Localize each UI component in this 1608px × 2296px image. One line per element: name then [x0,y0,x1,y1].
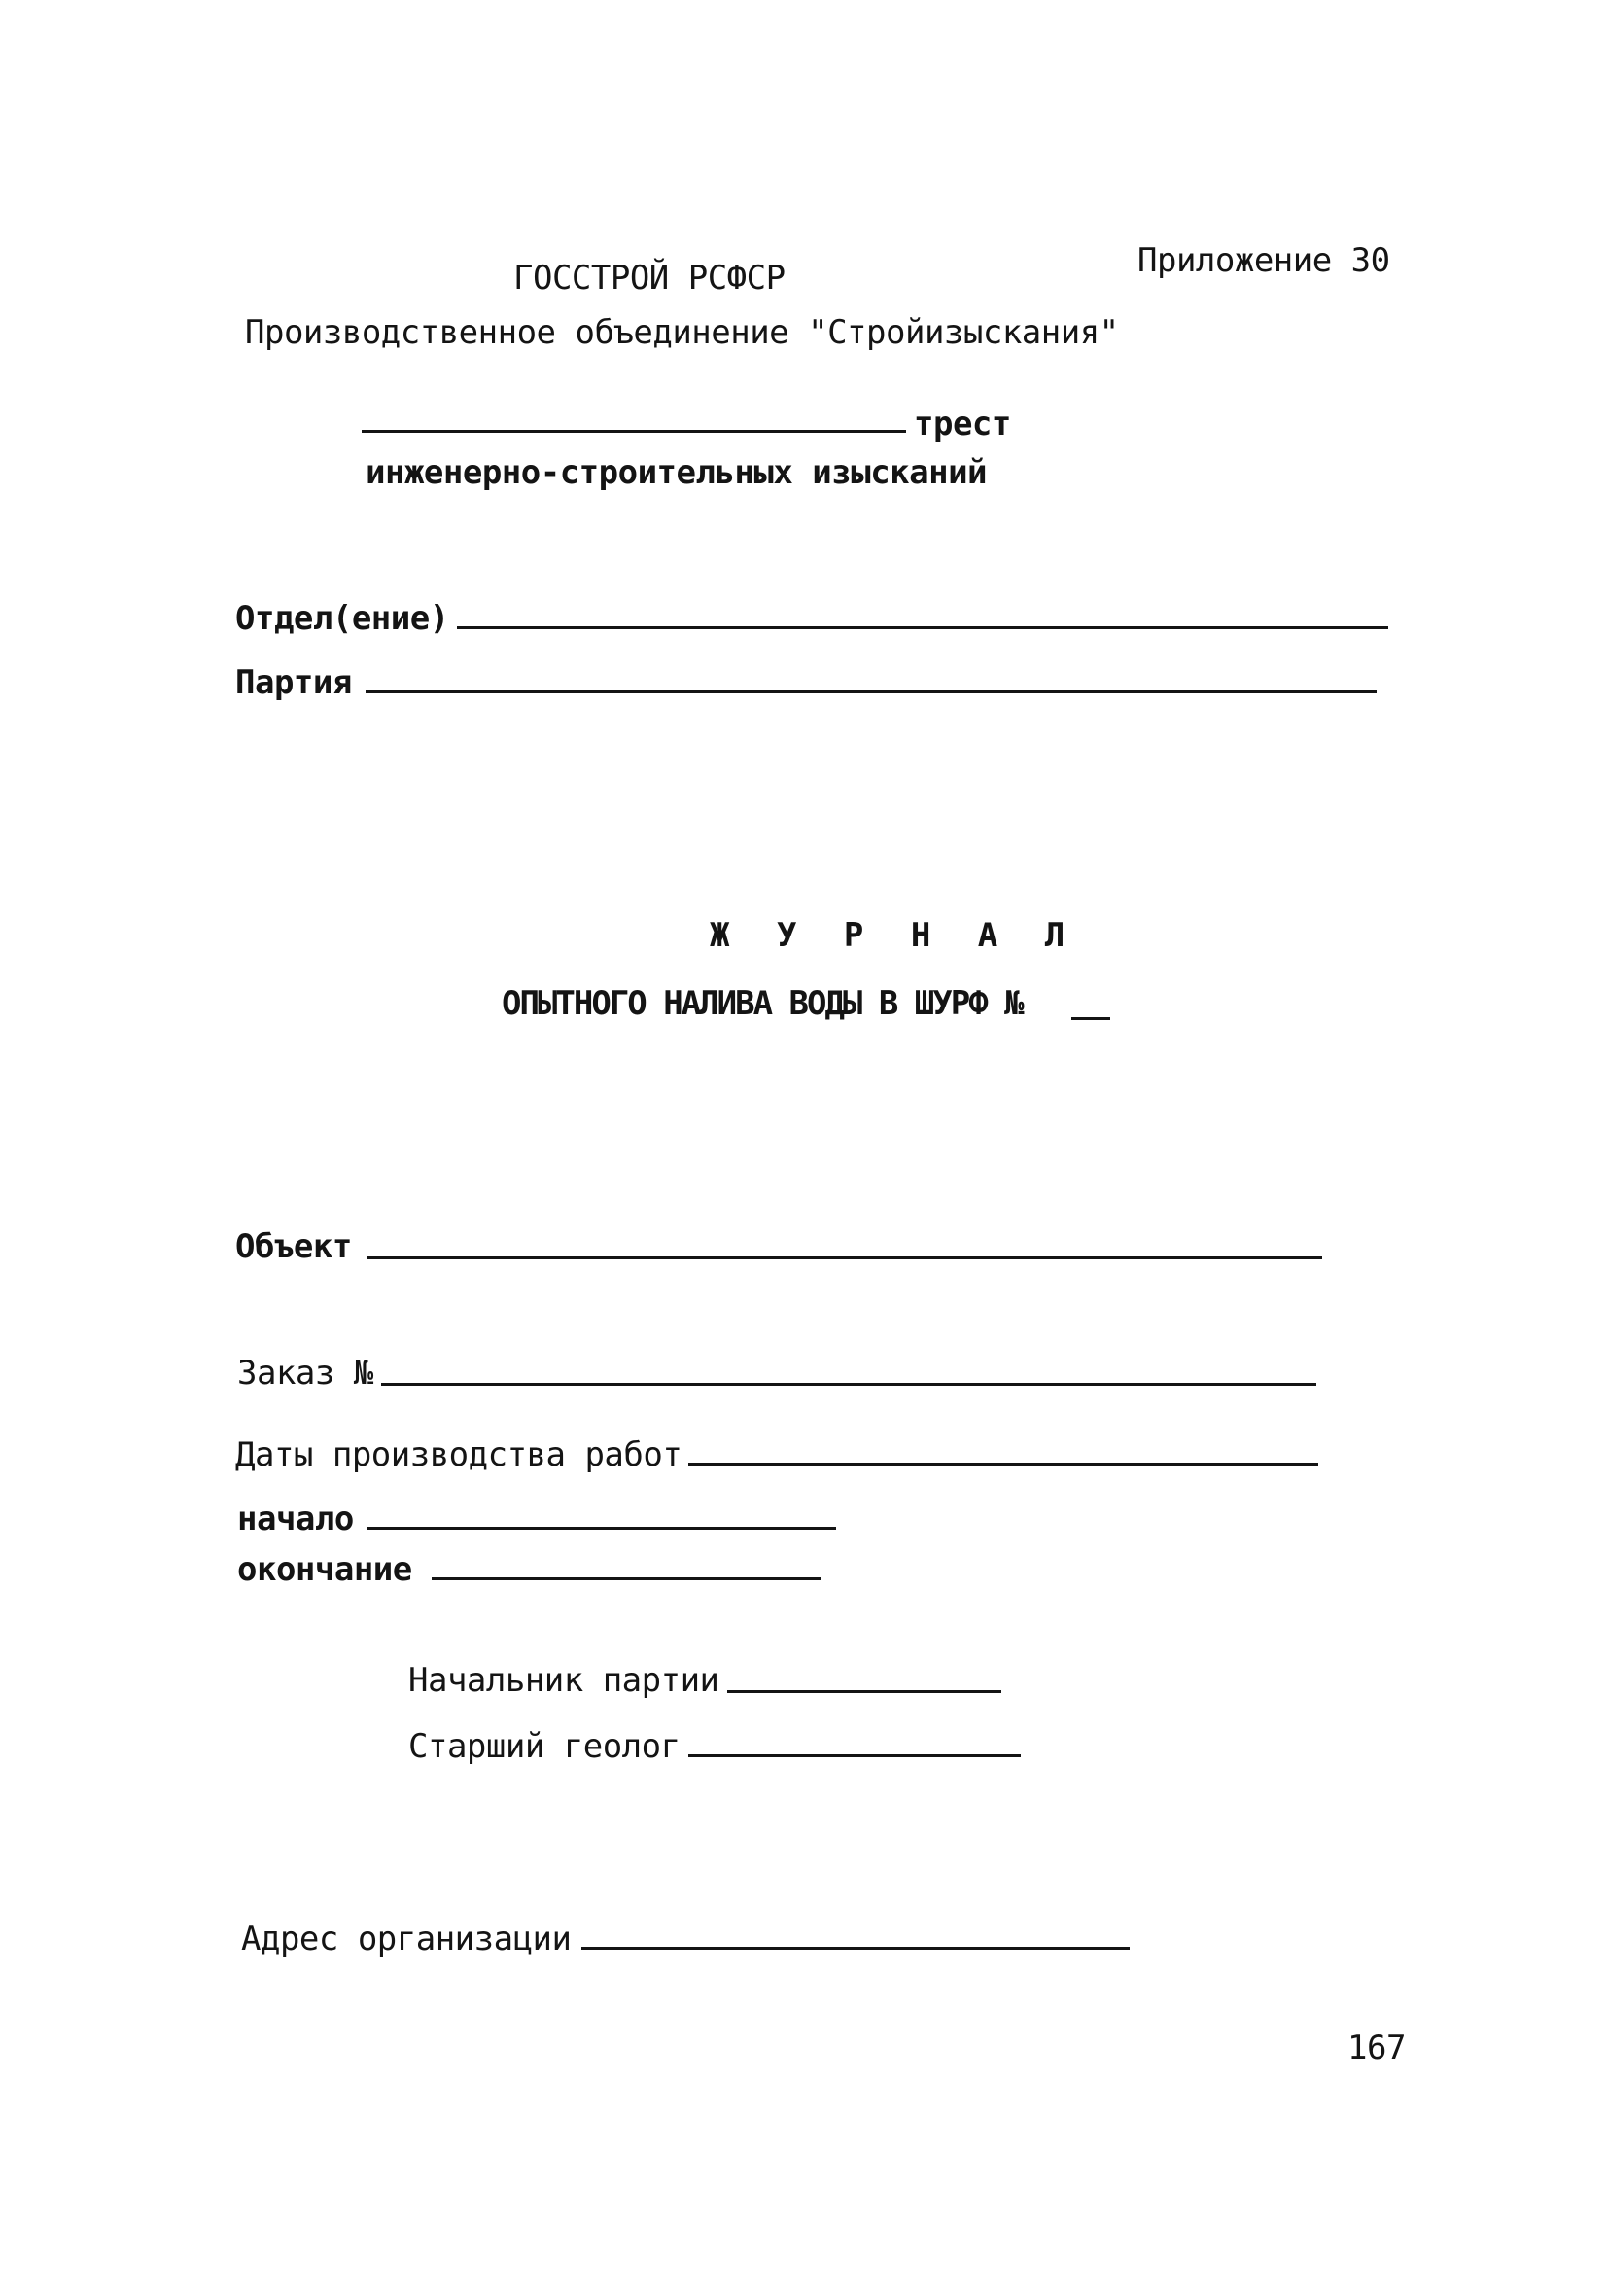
end-date-label: окончание [237,1550,412,1589]
object-blank [367,1256,1322,1259]
association-name: Производственное объединение "Стройизыскания" [245,313,1119,352]
senior-geologist-label: Старший геолог [408,1727,681,1766]
organization-address-blank [581,1947,1130,1950]
trust-suffix: трест [914,405,1011,443]
start-date-label: начало [237,1500,354,1538]
start-date-blank [367,1527,836,1530]
party-blank [366,690,1377,693]
department-blank [457,626,1388,629]
appendix-label: Приложение 30 [1137,241,1390,280]
party-chief-signature-blank [727,1690,1001,1693]
work-dates-blank [688,1463,1318,1466]
organization-address-label: Адрес организации [241,1920,572,1959]
end-date-blank [432,1577,821,1580]
senior-geologist-signature-blank [688,1754,1021,1757]
page-number: 167 [1347,2029,1406,2067]
trust-description: инженерно-строительных изысканий [366,453,988,492]
agency-name: ГОССТРОЙ РСФСР [513,259,786,298]
journal-title: Ж У Р Н А Л [710,916,1079,955]
pit-number-blank [1071,1017,1110,1020]
journal-subtitle: ОПЫТНОГО НАЛИВА ВОДЫ В ШУРФ № [502,984,1023,1023]
trust-name-blank [362,430,906,433]
department-label: Отдел(ение) [235,599,449,638]
party-label: Партия [235,663,352,702]
order-label: Заказ № [237,1354,373,1393]
order-blank [381,1383,1316,1386]
object-label: Объект [235,1227,352,1266]
party-chief-label: Начальник партии [408,1661,719,1700]
work-dates-label: Даты производства работ [235,1435,682,1474]
